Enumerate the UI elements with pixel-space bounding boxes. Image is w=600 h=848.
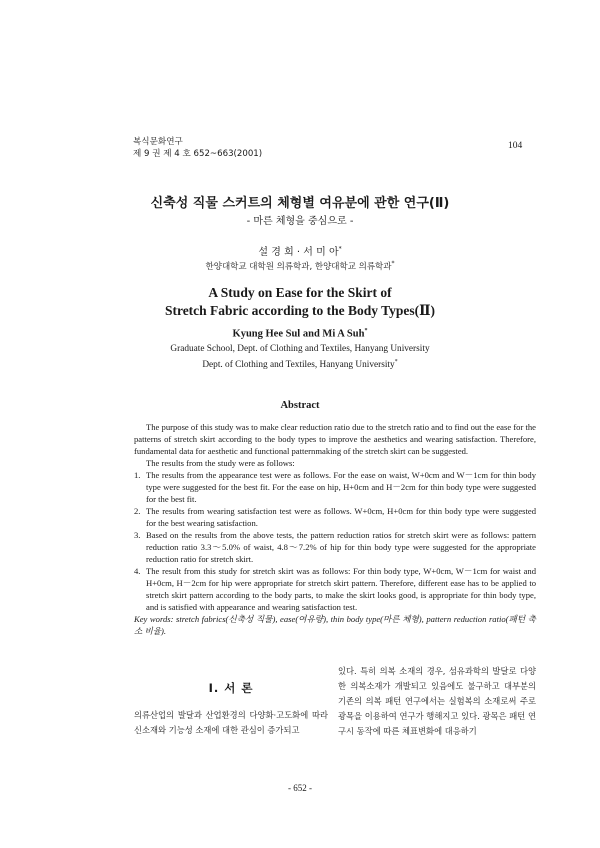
page-number: 104 bbox=[508, 141, 523, 151]
english-title bbox=[0, 284, 600, 320]
result-item-number: 1. bbox=[134, 470, 141, 480]
english-affiliation-line1: Graduate School, Dept. of Clothing and Textiles, Hanyang University bbox=[170, 344, 430, 354]
journal-name: 복식문화연구 bbox=[133, 137, 183, 147]
abstract-result-item bbox=[134, 469, 536, 505]
body-column-right bbox=[338, 664, 536, 739]
abstract-result-item bbox=[134, 529, 536, 565]
korean-affiliation-mark: * bbox=[391, 260, 395, 268]
result-item-text: The results from the appearance test were as follows. For the ease on waist, W+0cm and W－1cm for thin body type were suggested for the best fit. For the ease on hip, H+0cm and H－2cm for thin body type were suggested for the best fit. bbox=[146, 470, 536, 504]
english-affiliation-line2: Dept. of Clothing and Textiles, Hanyang University bbox=[202, 360, 395, 371]
korean-author-names: 설 경 희 · 서 미 아 bbox=[258, 247, 339, 258]
korean-affiliation bbox=[0, 260, 600, 272]
journal-info bbox=[133, 137, 262, 160]
abstract-results-lead: The results from the study were as follows: bbox=[146, 458, 295, 468]
abstract-result-item bbox=[134, 565, 536, 613]
footer-page-number: - 652 - bbox=[288, 783, 312, 793]
english-title-line1: A Study on Ease for the Skirt of bbox=[208, 285, 392, 300]
body-paragraph-left: 의류산업의 발달과 산업환경의 다양화·고도화에 따라 신소재와 기능성 소재에 대한 관심이 증가되고 bbox=[134, 710, 328, 735]
keywords-label: Key words: bbox=[134, 614, 174, 624]
abstract-result-item bbox=[134, 505, 536, 529]
english-authors bbox=[0, 328, 600, 340]
abstract-heading: Abstract bbox=[280, 400, 320, 411]
result-item-text: The result from this study for stretch skirt was as follows: For thin body type, W+0cm, W－1cm for waist and H+0cm, H－2cm for hip were appropriate for stretch skirt pattern. Therefore, different ease has to be applied to stretch skirt pattern according to the body parts, to make the skirt looks good, is appropriate for thin body type, and is satisfied with appearance and wearing satisfaction test. bbox=[146, 566, 536, 612]
english-affiliation-mark: * bbox=[394, 359, 398, 365]
keywords-text: stretch fabrics(신축성 직물), ease(여유량), thin body type(마른 체형), pattern reduction ratio(패턴 축소 비율). bbox=[134, 614, 536, 636]
korean-author-mark: * bbox=[338, 245, 342, 253]
english-affiliation bbox=[0, 343, 600, 372]
result-item-number: 3. bbox=[134, 530, 141, 540]
korean-title: 신축성 직물 스커트의 체형별 여유분에 관한 연구(Ⅱ) bbox=[150, 196, 450, 211]
english-author-names: Kyung Hee Sul and Mi A Suh bbox=[232, 328, 365, 340]
keywords-line bbox=[134, 613, 536, 637]
abstract-intro: The purpose of this study was to make clear reduction ratio due to the stretch ratio and to find out the ease for the patterns of stretch skirt according to the body types to improve the aesthetics and wearing satisfaction. Therefore, fundamental data for aesthetic and functional patternmaking of the stretch skirt can be suggested. bbox=[134, 422, 536, 456]
body-paragraph-right: 있다. 특히 의복 소재의 경우, 섬유과학의 발달로 다양한 의복소재가 개발되고 있음에도 불구하고 대부분의 기존의 의복 패턴 연구에서는 실험복의 소재로써 주로 광목을 이용하여 연구가 행해지고 있다. 광목은 패턴 연구시 동작에 따른 체표변화에 대응하기 bbox=[338, 666, 536, 736]
result-item-text: Based on the results from the above tests, the pattern reduction ratios for stretch skirt were as follows: pattern reduction ratio 3.3～5.0% of waist, 4.8～7.2% of hip for thin body type were suggested for the appropriate reduction ratio for stretch skirt. bbox=[146, 530, 536, 564]
english-affiliation-line2-wrap bbox=[0, 356, 600, 372]
abstract-results-list bbox=[134, 469, 536, 613]
english-author-mark: * bbox=[364, 328, 368, 334]
abstract-body bbox=[134, 421, 536, 637]
korean-affiliation-text: 한양대학교 대학원 의류학과, 한양대학교 의류학과 bbox=[205, 262, 392, 272]
result-item-number: 4. bbox=[134, 566, 141, 576]
result-item-text: The results from wearing satisfaction test were as follows. W+0cm, H+0cm for thin body type were suggested for the best wearing satisfaction. bbox=[146, 506, 536, 528]
result-item-number: 2. bbox=[134, 506, 141, 516]
english-title-line2: Stretch Fabric according to the Body Types(Ⅱ) bbox=[164, 303, 436, 318]
journal-volume: 제 9 권 제 4 호 652~663(2001) bbox=[133, 148, 263, 159]
korean-authors bbox=[0, 243, 600, 258]
body-column-left bbox=[134, 708, 328, 738]
korean-subtitle: - 마른 체형을 중심으로 - bbox=[246, 216, 354, 227]
section-heading-introduction: Ⅰ. 서 론 bbox=[208, 681, 254, 695]
